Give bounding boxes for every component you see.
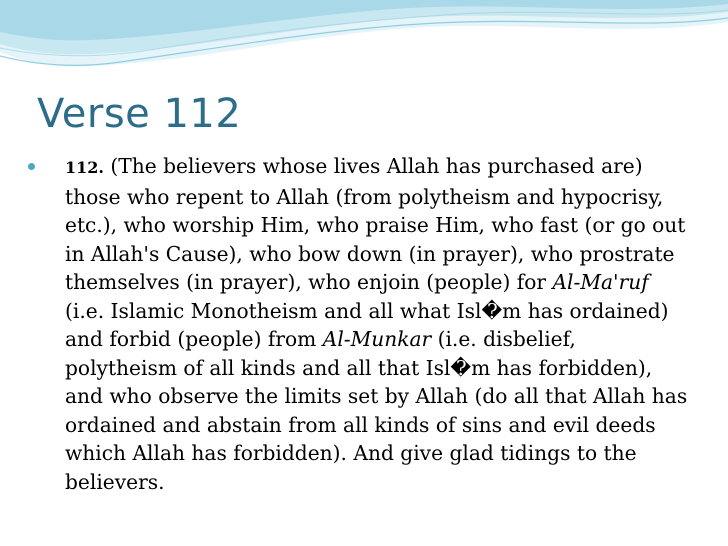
verse-text-part: (i.e. Islamic Monotheism and all what Isl�m has ordained) and forbid (people) from <box>65 298 669 351</box>
verse-text-part: (i.e. disbelief, polytheism of all kinds and all that Isl�m has forbidden), and who observe the limits set by Allah (do all that Allah has ordained and abstain from all kinds of sins and evil deeds which Allah has forbidden). And give glad tidings to the believers. <box>65 327 688 494</box>
verse-term-al-munkar: Al-Munkar <box>322 327 432 351</box>
wave-header-decoration <box>0 0 728 80</box>
slide-title: Verse 112 <box>37 91 242 137</box>
verse-number: 112. <box>65 158 104 177</box>
slide-content <box>28 152 688 496</box>
verse-term-al-maruf: Al-Ma'ruf <box>552 270 649 294</box>
bullet-dot-icon <box>28 163 35 170</box>
verse-text-part: (The believers whose lives Allah has purchased are) those who repent to Allah (from polytheism and hypocrisy, etc.), who worship Him, who praise Him, who fast (or go out in Allah's Cause), who bow down (in prayer), who prostrate themselves (in prayer), who enjoin (people) for <box>65 154 686 294</box>
bullet-item <box>28 152 688 496</box>
